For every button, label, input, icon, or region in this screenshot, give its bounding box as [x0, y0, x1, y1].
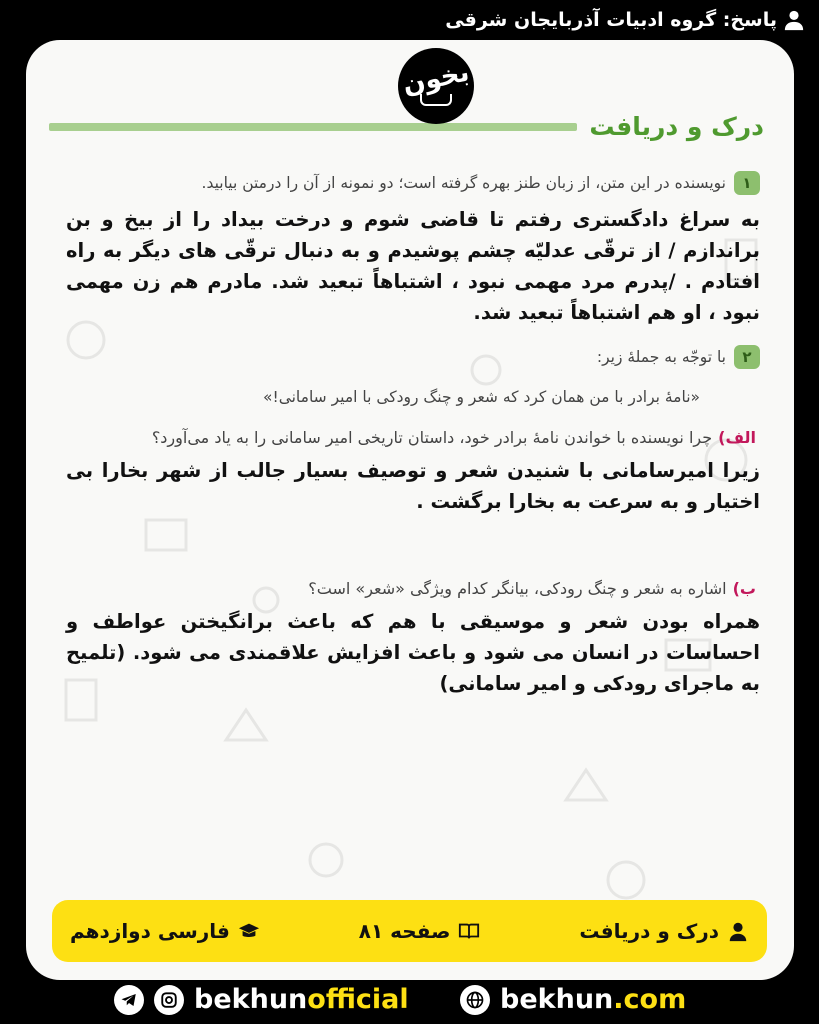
questions: [66, 170, 760, 699]
section-header: [49, 112, 764, 141]
credit: [445, 9, 805, 31]
handle-text: bekhunofficial: [194, 984, 409, 1015]
graduation-cap-icon: [238, 920, 260, 942]
bottom-info-bar: [52, 900, 767, 962]
subquestion-text: اشاره به شعر و چنگ رودکی، بیانگر کدام ویژگی «شعر» است؟: [308, 579, 727, 598]
question-1: [66, 170, 760, 196]
subquestion-mark: الف): [718, 428, 756, 447]
lesson-label: [579, 919, 749, 943]
answer-1: به سراغ دادگستری رفتم تا قاضی شوم و درخت بیداد را از بیخ و بن براندازم / از ترقّی عدلیّه چشم پوشیدم و به دنبال ترقّی های دیگر به راه افتادم . /پدرم مرد مهمی نبود ، اشتباهاً تبعید شد. مادرم هم زن مهمی نبود ، او هم اشتباهاً تبعید شد.: [66, 208, 760, 324]
student-icon: [727, 920, 749, 942]
credit-text: پاسخ: گروه ادبیات آذربایجان شرقی: [445, 9, 777, 31]
logo-text: بخون: [400, 57, 472, 101]
section-divider: [49, 123, 577, 131]
book-label: [70, 919, 260, 943]
question-text: نویسنده در این متن، از زبان طنز بهره گرفته است؛ دو نمونه از آن را درمتن بیابید.: [201, 174, 726, 192]
book-text: فارسی دوازدهم: [70, 919, 230, 943]
website[interactable]: [460, 984, 686, 1015]
book-icon: [420, 94, 452, 106]
question-number: ۲: [734, 345, 760, 369]
question-text: با توجّه به جملهٔ زیر:: [596, 348, 726, 366]
question-number: ۱: [734, 171, 760, 195]
quote: «نامهٔ برادر با من همان کرد که شعر و چنگ رودکی با امیر سامانی!»: [263, 388, 700, 406]
question-2: [66, 344, 760, 370]
globe-icon: [460, 985, 490, 1015]
footer: [0, 980, 819, 1024]
lesson-text: درک و دریافت: [579, 919, 719, 943]
answer-2a: زیرا امیرسامانی با شنیدن شعر و توصیف بسیار جالب از شهر بخارا بی اختیار و به سرعت به بخارا برگشت .: [66, 459, 760, 513]
telegram-icon: [114, 985, 144, 1015]
section-title: درک و دریافت: [589, 112, 764, 141]
subquestion-a: [66, 428, 760, 447]
website-text: bekhun.com: [500, 984, 687, 1015]
user-icon: [783, 9, 805, 31]
content-card: [26, 40, 794, 980]
instagram-icon: [154, 985, 184, 1015]
subquestion-mark: ب): [732, 579, 756, 598]
subquestion-text: چرا نویسنده با خواندن نامهٔ برادر خود، داستان تاریخی امیر سامانی را به یاد می‌آورد؟: [151, 428, 713, 447]
social-handle[interactable]: [114, 984, 409, 1015]
page-text: صفحه ۸۱: [358, 919, 451, 943]
page-label: [359, 919, 481, 943]
answer-2b: همراه بودن شعر و موسیقی با هم که باعث برانگیختن عواطف و احساسات در انسان می شود و باعث افزایش علاقمندی می شود. (تلمیح به ماجرای رودکی و امیر سامانی): [66, 610, 760, 695]
logo: [398, 48, 474, 124]
open-book-icon: [458, 920, 480, 942]
subquestion-b: [66, 579, 760, 598]
